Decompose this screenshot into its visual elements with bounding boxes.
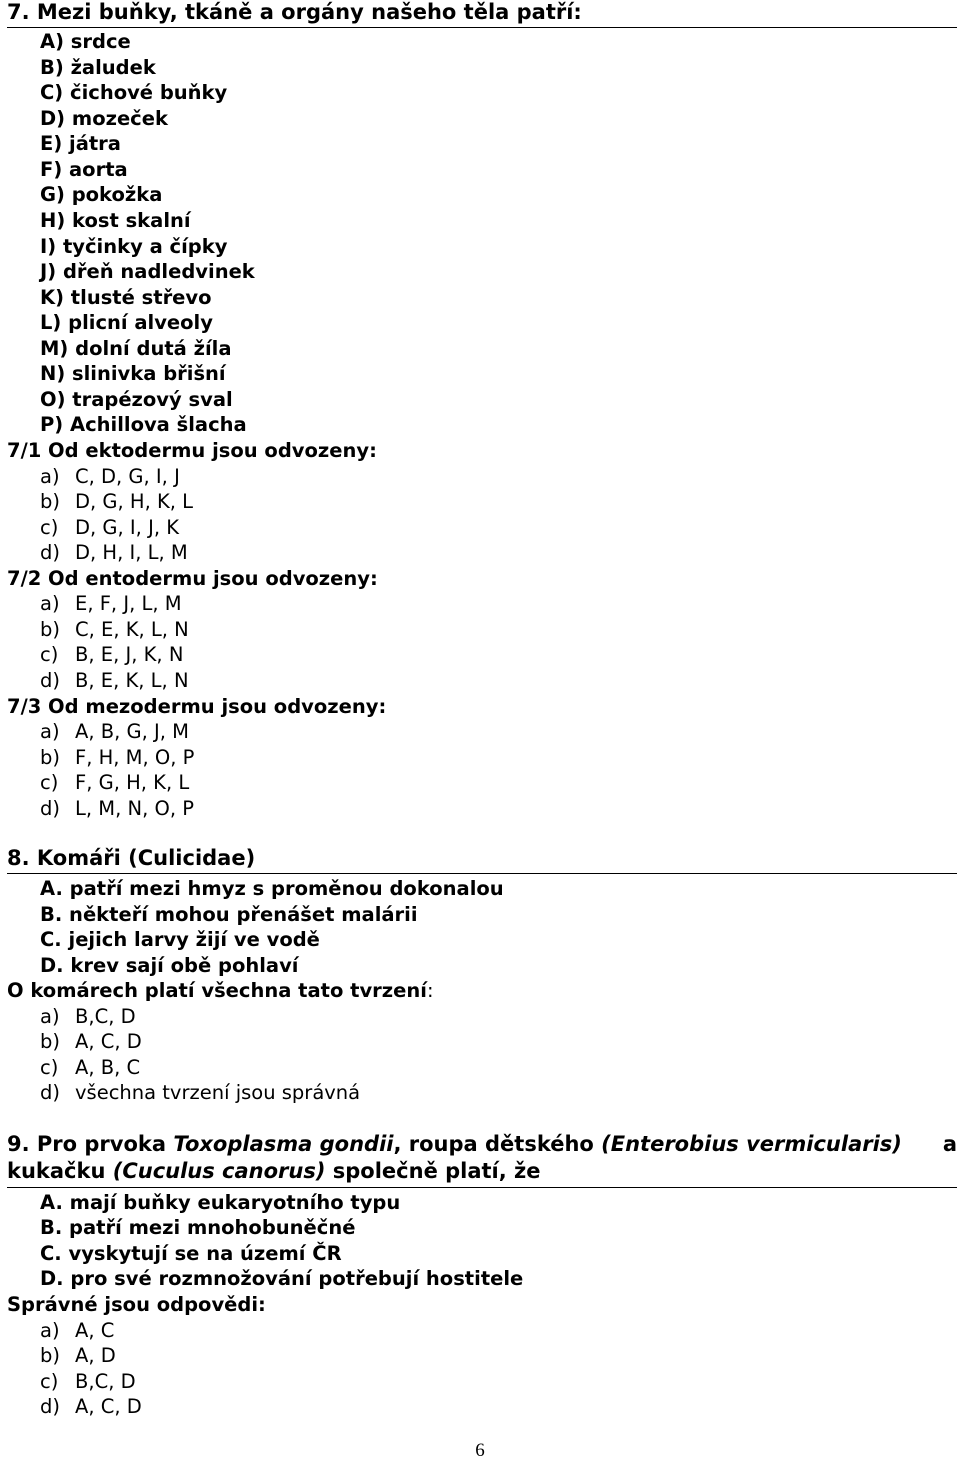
q7-3-question: 7/3 Od mezodermu jsou odvozeny: [7,695,387,718]
q9-statement: D. pro své rozmnožování potřebují hostitele [40,1267,524,1290]
q7-item: J) dřeň nadledvinek [40,260,255,283]
answer-option: a) B,C, D [40,1005,136,1028]
answer-option: b) D, G, H, K, L [40,490,194,513]
answer-option: b) F, H, M, O, P [40,746,195,769]
q7-1-question: 7/1 Od ektodermu jsou odvozeny: [7,439,377,462]
answer-option: d) L, M, N, O, P [40,797,194,820]
q8-rule [7,873,957,874]
q7-item: M) dolní dutá žíla [40,337,232,360]
q9-title-line1: 9. Pro prvoka Toxoplasma gondii, roupa dětského (Enterobius vermicularis) a [7,1132,957,1156]
answer-option: d) A, C, D [40,1395,142,1418]
answer-option: d) B, E, K, L, N [40,669,189,692]
q9-statement: B. patří mezi mnohobuněčné [40,1216,356,1239]
q7-item: H) kost skalní [40,209,191,232]
answer-option: b) C, E, K, L, N [40,618,189,641]
q7-2-question: 7/2 Od entodermu jsou odvozeny: [7,567,378,590]
q9-rule [7,1187,957,1188]
q7-item: C) čichové buňky [40,81,228,104]
q7-item: D) mozeček [40,107,168,130]
q8-statement: B. někteří mohou přenášet malárii [40,903,418,926]
q7-item: F) aorta [40,158,128,181]
q9-title-line2: kukačku (Cuculus canorus) společně platí, že [7,1159,541,1183]
q7-item: L) plicní alveoly [40,311,213,334]
q8-statement: A. patří mezi hmyz s proměnou dokonalou [40,877,504,900]
q8-statement: C. jejich larvy žijí ve vodě [40,928,320,951]
answer-option: d) D, H, I, L, M [40,541,188,564]
q8-prompt: O komárech platí všechna tato tvrzení: [7,979,434,1002]
q7-item: B) žaludek [40,56,156,79]
q9-prompt: Správné jsou odpovědi: [7,1293,266,1316]
answer-option: a) A, C [40,1319,115,1342]
answer-option: b) A, C, D [40,1030,142,1053]
q7-rule [7,27,957,28]
q7-item: K) tlusté střevo [40,286,212,309]
answer-option: a) A, B, G, J, M [40,720,189,743]
q8-title: 8. Komáři (Culicidae) [7,846,256,870]
q7-item: I) tyčinky a čípky [40,235,228,258]
answer-option: c) F, G, H, K, L [40,771,190,794]
answer-option: a) E, F, J, L, M [40,592,182,615]
q7-item: O) trapézový sval [40,388,233,411]
answer-option: c) B, E, J, K, N [40,643,184,666]
answer-option: c) D, G, I, J, K [40,516,180,539]
answer-option: a) C, D, G, I, J [40,465,180,488]
q7-title: 7. Mezi buňky, tkáně a orgány našeho těla patří: [7,0,582,24]
answer-option: c) B,C, D [40,1370,136,1393]
q7-item: P) Achillova šlacha [40,413,247,436]
q7-item: N) slinivka břišní [40,362,226,385]
q7-item: G) pokožka [40,183,163,206]
q7-item: E) játra [40,132,121,155]
q9-statement: A. mají buňky eukaryotního typu [40,1191,401,1214]
answer-option: b) A, D [40,1344,116,1367]
answer-option: c) A, B, C [40,1056,141,1079]
q8-statement: D. krev sají obě pohlaví [40,954,299,977]
q9-statement: C. vyskytují se na území ČR [40,1242,342,1265]
answer-option: d) všechna tvrzení jsou správná [40,1081,361,1104]
page-number: 6 [475,1440,485,1461]
q7-item: A) srdce [40,30,131,53]
